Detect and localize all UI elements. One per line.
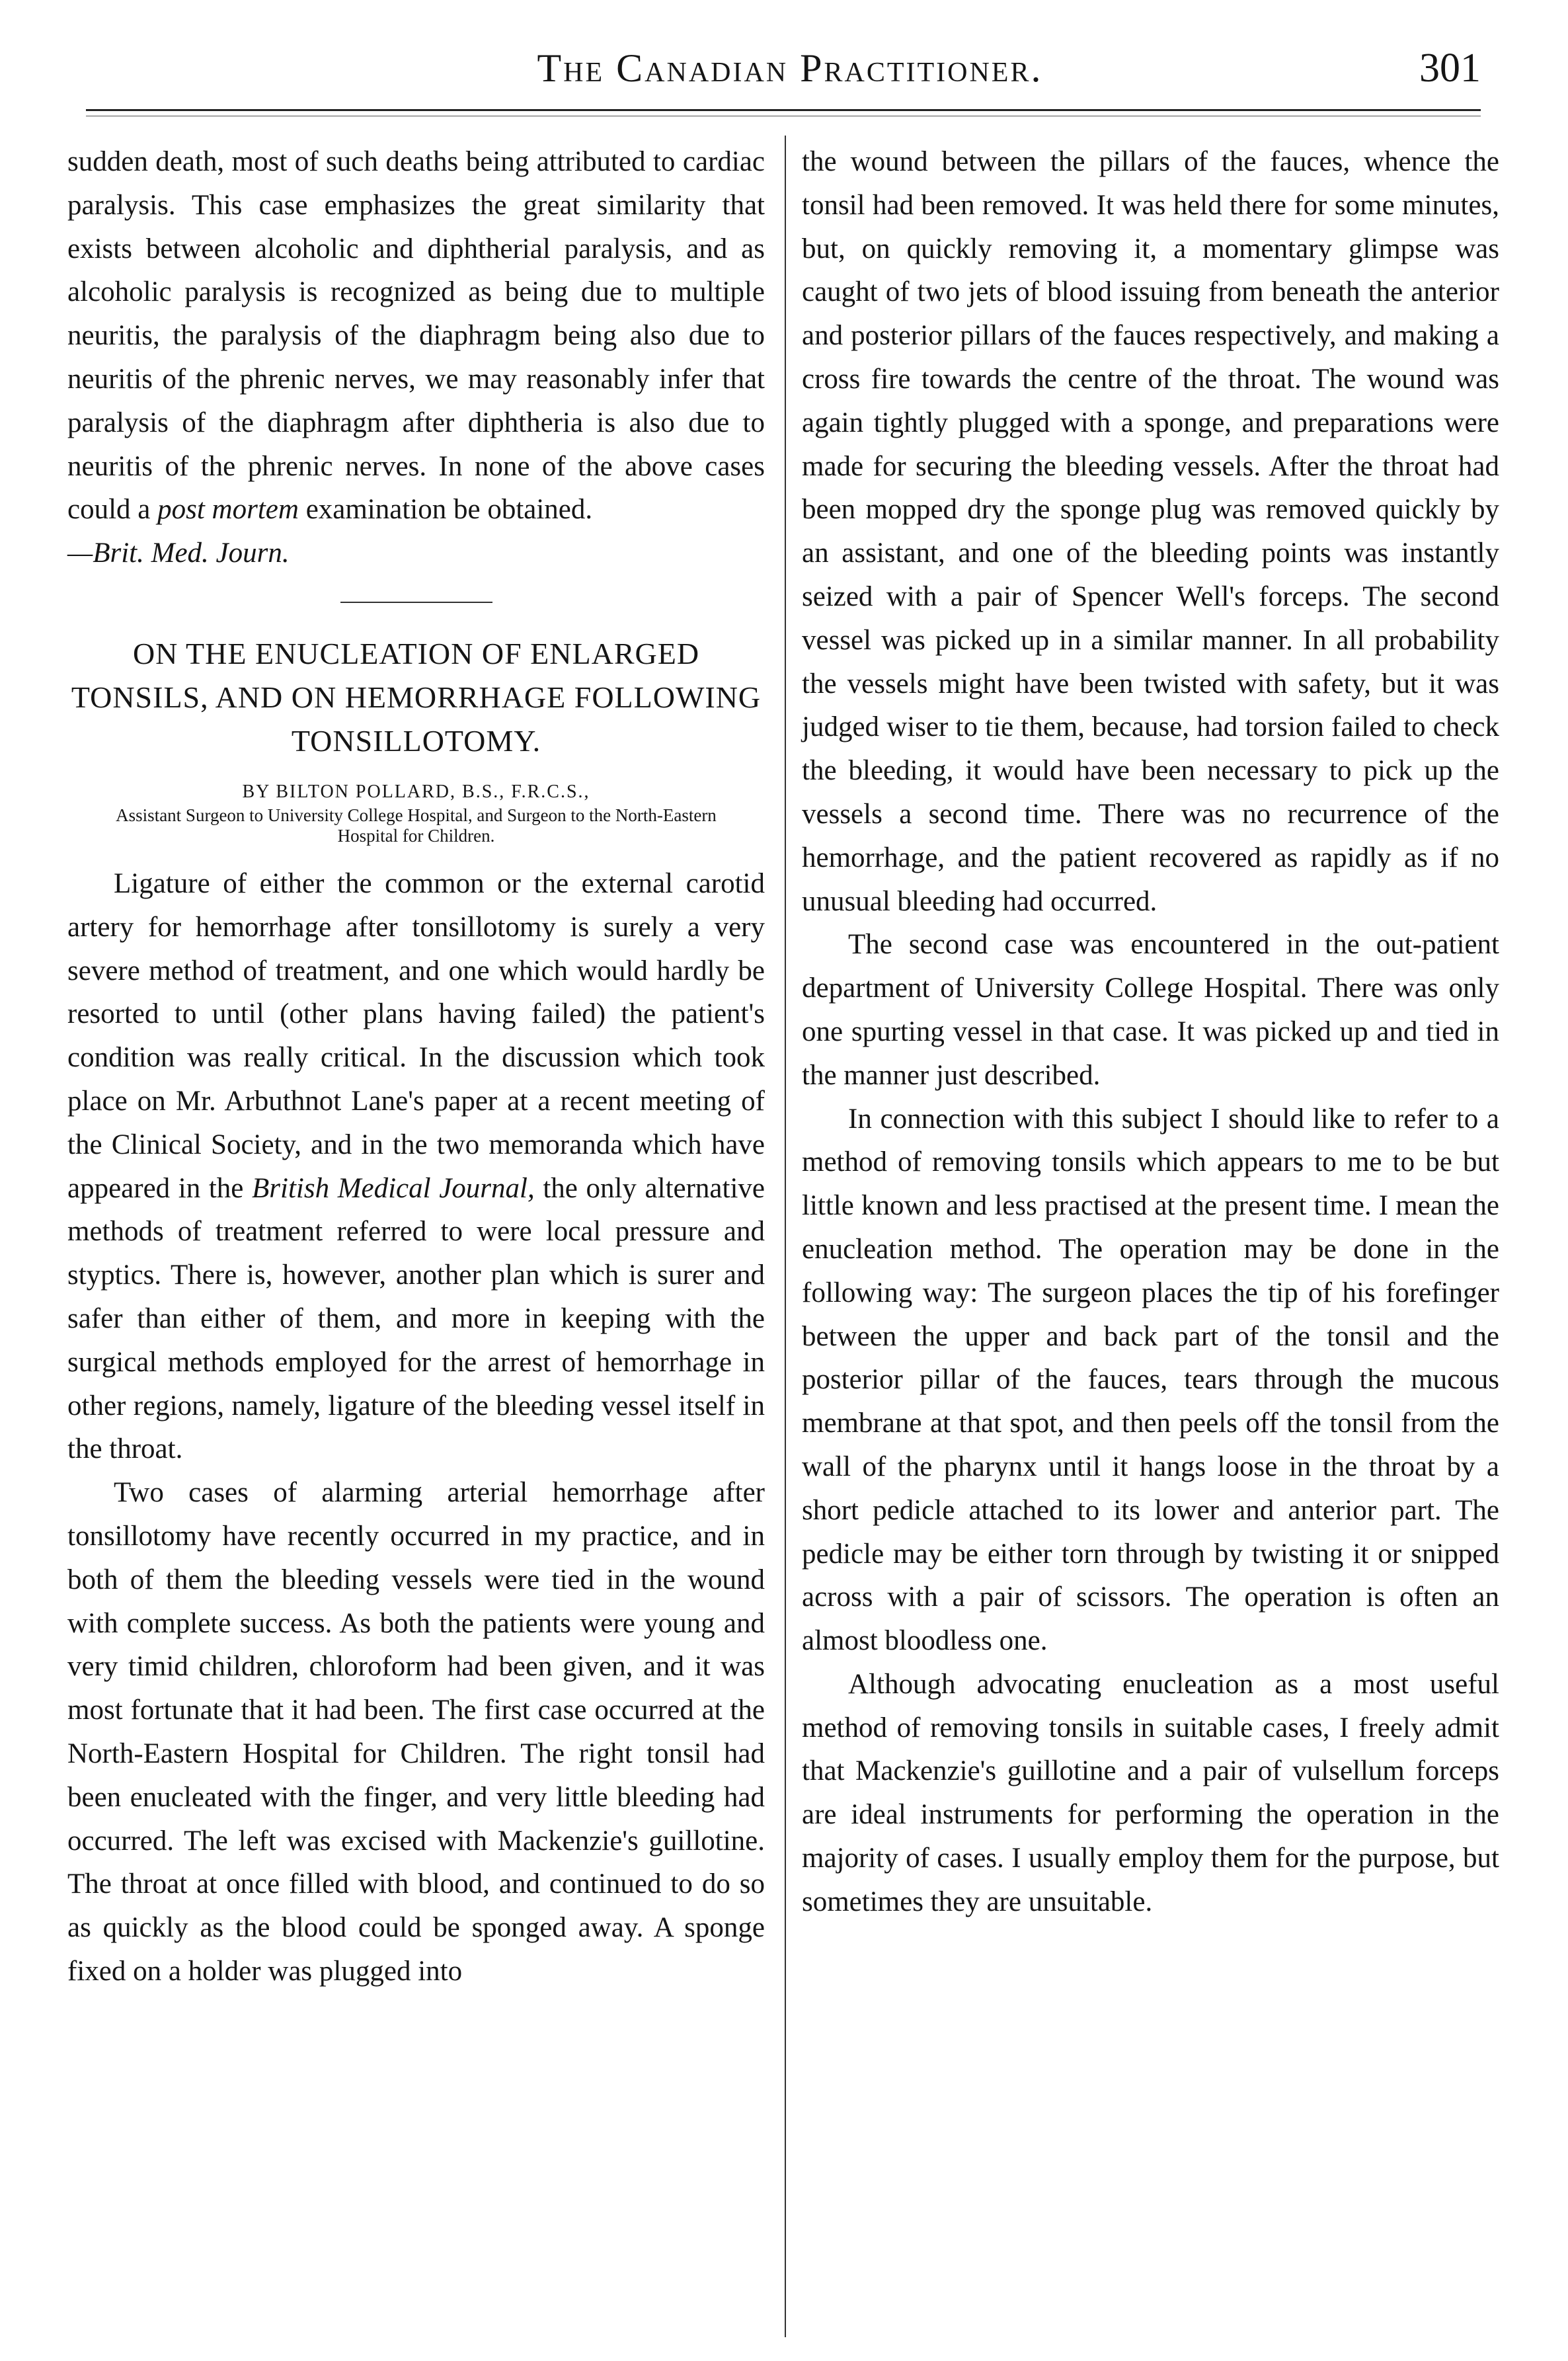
section-separator	[340, 602, 492, 603]
journal-name: British Medical Journal,	[252, 1172, 535, 1204]
paragraph: Although advocating enucleation as a most useful method of removing tonsils in suitable cases, I freely admit that Mackenzie's guillotine and a pair of vulsellum forceps are ideal instruments for performing the operation in the majority of cases. I usually employ them for the purpose, but sometimes they are unsuitable.	[802, 1668, 1499, 1917]
paragraph-text: Ligature of either the common or the external carotid artery for hemorrhage after tonsillotomy is surely a very severe method of treatment, and one which would hardly be resorted to until (other plans having failed) the patient's condition was really critical. In the discussion which took place on Mr. Arbuthnot Lane's paper at a recent meeting of the Clinical Society, and in the two memoranda which have appeared in the	[67, 867, 765, 1204]
article-title: ON THE ENUCLEATION OF ENLARGED TONSILS, AND ON HEMORRHAGE FOLLOWING TONSILLOTOMY.	[71, 636, 762, 758]
header-rule	[86, 109, 1481, 111]
author-affiliation: Assistant Surgeon to University College Hospital, and Surgeon to the North-Eastern Hospital for Children.	[116, 805, 717, 846]
paragraph: Two cases of alarming arterial hemorrhage after tonsillotomy have recently occurred in my practice, and in both of them the bleeding vessels were tied in the wound with complete success. As both the patients were young and very timid children, chloroform had been given, and it was most fortunate that it had been. The first case occurred at the North-Eastern Hospital for Children. The right tonsil had been enucleated with the finger, and very little bleeding had occurred. The left was excised with Mackenzie's guillotine. The throat at once filled with blood, and continued to do so as quickly as the blood could be sponged away. A sponge fixed on a holder was plugged into	[67, 1477, 765, 1987]
paragraph-text: sudden death, most of such deaths being attributed to cardiac paralysis. This case emphasizes the great similarity that exists between alcoholic and diphtherial paralysis, and as alcoholic paralysis is recognized as being due to multiple neuritis, the paralysis of the diaphragm being also due to neuritis of the phrenic nerves, we may reasonably infer that paralysis of the diaphragm after diphtheria is also due to neuritis of the phrenic nerves. In none of the above cases could a	[67, 146, 765, 526]
italic-phrase: post mortem	[157, 494, 299, 526]
paragraph-continued	[67, 140, 765, 532]
paragraph: In connection with this subject I should like to refer to a method of removing tonsils which appears to me to be but little known and less practised at the present time. I mean the enucleation method. The operation may be done in the following way: The surgeon places the tip of his forefinger between the upper and back part of the tonsil and the posterior pillar of the fauces, tears through the mucous membrane at that spot, and then peels off the tonsil from the wall of the pharynx until it hangs loose in the throat by a short pedicle attached to its lower and anterior part. The pedicle may be either torn through by twisting it or snipped across with a pair of scissors. The operation is often an almost bloodless one.	[802, 1103, 1499, 1657]
paragraph-continued: the wound between the pillars of the fauces, whence the tonsil had been removed. It was held there for some minutes, but, on quickly removing it, a momentary glimpse was caught of two jets of blood issuing from beneath the anterior and posterior pillars of the fauces respectively, and making a cross fire towards the centre of the throat. The wound was again tightly plugged with a sponge, and preparations were made for securing the bleeding vessels. After the throat had been mopped dry the sponge plug was removed quickly by an assistant, and one of the bleeding points was instantly seized with a pair of Spencer Well's forceps. The second vessel was picked up in a similar manner. In all probability the vessels might have been twisted with safety, but it was judged wiser to tie them, because, had torsion failed to check the bleeding, it would have been necessary to pick up the vessels a second time. There was no recurrence of the hemorrhage, and the patient recovered as rapidly as if no unusual bleeding had occurred.	[802, 146, 1499, 917]
right-column	[802, 140, 1499, 1924]
paragraph	[67, 862, 765, 1471]
source-citation: —Brit. Med. Journ.	[67, 538, 290, 569]
journal-title: The Canadian Practitioner.	[537, 46, 1043, 90]
author-byline: BY BILTON POLLARD, B.S., F.R.C.S.,	[242, 781, 590, 802]
paragraph-text: the only alternative methods of treatment referred to were local pressure and styptics. There is, however, another plan which is surer and safer than either of them, and more in keeping with the surgical methods employed for the arrest of hemorrhage in other regions, namely, ligature of the bleeding vessel itself in the throat.	[67, 1172, 765, 1465]
running-header	[99, 38, 1481, 104]
paragraph: The second case was encountered in the out-patient department of University College Hospital. There was only one spurting vessel in that case. It was picked up and tied in the manner just described.	[802, 929, 1499, 1091]
paragraph-text: examination be obtained.	[298, 494, 593, 526]
left-column	[67, 140, 765, 1993]
page-number: 301	[1419, 46, 1481, 91]
column-divider	[785, 136, 786, 2337]
